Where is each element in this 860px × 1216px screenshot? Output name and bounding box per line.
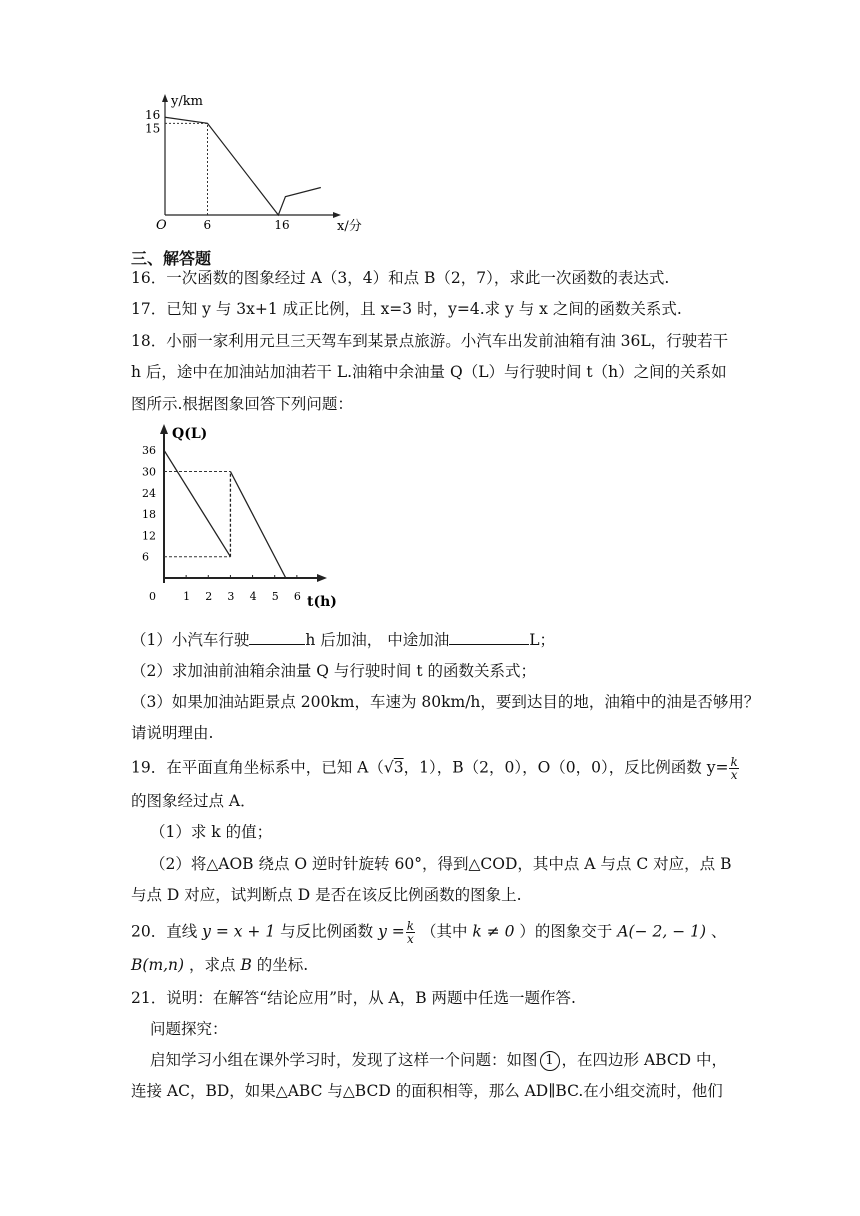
y-tick-label: 18	[142, 508, 156, 522]
fraction-numerator: k	[406, 919, 415, 933]
question-18-part2: （2）求加油前油箱余油量 Q 与行驶时间 t 的函数关系式；	[131, 662, 537, 680]
fraction-k-over-x	[729, 756, 738, 781]
function-lhs: y =	[378, 922, 405, 941]
y-tick-label: 15	[145, 121, 161, 136]
x-axis-arrow	[333, 212, 341, 218]
section-title: 三、解答题	[131, 249, 212, 268]
q20-text-b: 与反比例函数	[275, 922, 379, 941]
distance-series-line	[165, 117, 321, 215]
y-tick-label: 36	[142, 444, 156, 458]
question-19-line1	[131, 756, 740, 781]
question-19-part1: （1）求 k 的值；	[150, 823, 273, 841]
question-17: 17．已知 y 与 3x+1 成正比例，且 x=3 时，y=4.求 y 与 x 之间的函数关系式.	[131, 300, 682, 318]
y-axis-arrow	[160, 424, 168, 434]
point-b-name: B	[240, 956, 252, 974]
fraction-denominator: x	[406, 932, 414, 946]
origin-label: 0	[149, 590, 156, 603]
point-a: A(− 2, − 1)	[617, 922, 707, 941]
q18-p1-middle: h 后加油， 中途加油	[305, 631, 450, 649]
question-20-line2	[131, 955, 308, 975]
x-tick-label: 6	[293, 590, 301, 603]
sqrt-symbol: √	[383, 758, 394, 777]
x-tick-label: 2	[205, 590, 213, 603]
answer-blank-hours[interactable]	[249, 630, 305, 645]
fuel-time-graph	[131, 425, 337, 610]
question-21-line1: 21．说明：在解答“结论应用”时，从 A，B 两题中任选一题作答.	[131, 989, 576, 1007]
x-tick-label: 4	[249, 590, 257, 603]
y-tick-label: 12	[142, 529, 156, 543]
fuel-series-segment	[164, 450, 230, 557]
x-axis-label: x/分	[337, 219, 362, 234]
x-tick-label: 1	[183, 590, 191, 603]
y-tick-label: 6	[142, 550, 149, 564]
origin-label: O	[156, 218, 167, 233]
question-21-line3	[150, 1050, 727, 1071]
question-18-line2: h 后，途中在加油站加油若干 L.油箱中余油量 Q（L）与行驶时间 t（h）之间的关系如	[131, 363, 727, 381]
q18-p1-prefix: （1）小汽车行驶	[131, 631, 250, 649]
line-equation: y = x + 1	[202, 922, 276, 941]
point-b: B(m,n)	[131, 956, 185, 974]
q20-text-g: 的坐标.	[251, 956, 309, 974]
question-18-line1: 18．小丽一家利用元旦三天驾车到某景点旅游。小汽车出发前油箱有油 36L，行驶若干	[131, 332, 729, 350]
question-18-part3-line1: （3）如果加油站距景点 200km，车速为 80km/h，要到达目的地，油箱中的油是否够用？	[131, 693, 760, 711]
x-axis-arrow	[317, 574, 327, 582]
question-19-part2-line2: 与点 D 对应，试判断点 D 是否在该反比例函数的图象上.	[131, 886, 522, 904]
distance-time-graph	[140, 94, 362, 240]
question-21-line2: 问题探究：	[150, 1020, 228, 1038]
fuel-series-segment	[230, 472, 285, 579]
fraction-numerator: k	[730, 755, 738, 769]
y-tick-label: 24	[142, 486, 156, 500]
x-tick-label: 16	[274, 218, 290, 232]
question-19-part2-line1: （2）将△AOB 绕点 O 逆时针旋转 60°，得到△COD，其中点 A 与点 C 对应，点 B	[150, 855, 732, 873]
question-18-part3-line2: 请说明理由.	[131, 724, 214, 742]
q20-text-d: ）的图象交于	[514, 922, 618, 941]
q19-text-a: 19．在平面直角坐标系中，已知 A（	[131, 758, 384, 777]
question-21-line4: 连接 AC，BD，如果△ABC 与△BCD 的面积相等，那么 AD∥BC.在小组交流时，他们	[131, 1082, 723, 1100]
q20-text-f: ，求点	[184, 956, 241, 974]
question-18-line3: 图所示.根据图象回答下列问题：	[131, 395, 353, 413]
k-condition: k ≠ 0	[472, 922, 515, 941]
x-tick-label: 3	[227, 590, 235, 603]
y-axis-label: Q(L)	[172, 426, 208, 442]
x-tick-label: 6	[203, 218, 212, 232]
question-19-line2: 的图象经过点 A．	[131, 792, 256, 810]
question-18-part1	[131, 630, 555, 650]
q21-text-a: 启知学习小组在课外学习时，发现了这样一个问题：如图	[150, 1051, 538, 1069]
y-axis-arrow	[162, 94, 168, 102]
q20-text-a: 20．直线	[131, 922, 203, 941]
y-tick-label: 30	[142, 465, 156, 479]
y-tick-label: 16	[145, 108, 161, 123]
x-axis-label: t(h)	[307, 594, 337, 610]
fraction-k-over-x	[406, 920, 415, 945]
q19-text-b: ，1），B（2，0），O（0，0），反比例函数 y=	[403, 758, 729, 777]
question-16: 16．一次函数的图象经过 A（3，4）和点 B（2，7），求此一次函数的表达式.	[131, 269, 670, 287]
answer-blank-liters[interactable]	[449, 630, 529, 645]
x-tick-label: 5	[271, 590, 279, 603]
y-axis-label: y/km	[171, 94, 203, 109]
question-20-line1	[131, 920, 726, 945]
fraction-denominator: x	[730, 768, 738, 782]
sqrt-radicand: 3	[393, 758, 404, 777]
q20-text-c: （其中	[416, 922, 473, 941]
circled-figure-number: 1	[540, 1051, 560, 1071]
q20-text-e: 、	[706, 922, 727, 941]
q21-text-b: ，在四边形 ABCD 中，	[561, 1051, 728, 1069]
q18-p1-suffix: L；	[529, 631, 556, 649]
